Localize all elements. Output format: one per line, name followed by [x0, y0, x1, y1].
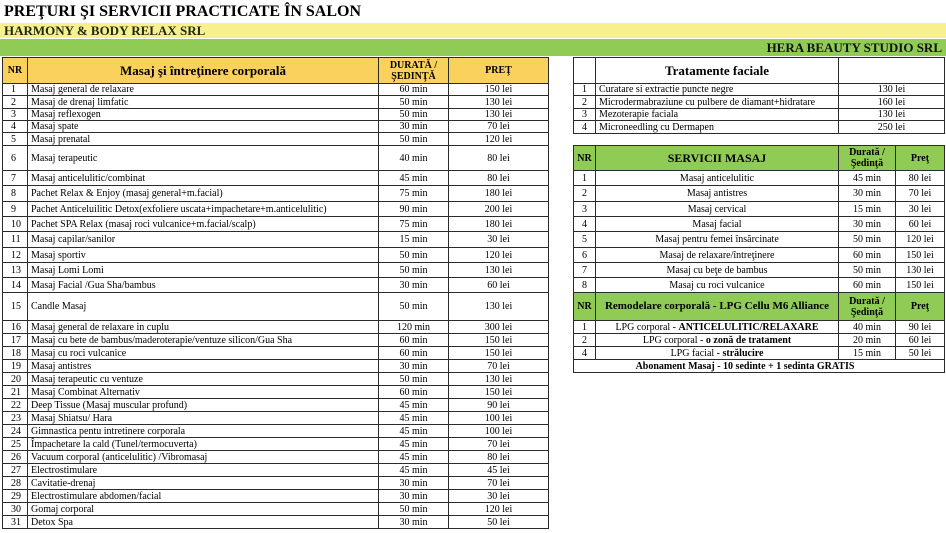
service-price: 130 lei — [449, 96, 549, 109]
row-number: 1 — [574, 171, 596, 186]
lpg-header-duration-line-2: Şedinţă — [850, 306, 884, 318]
treatment-price: 130 lei — [839, 109, 945, 121]
lpg-name-bold: o zonă de tratament — [705, 334, 792, 346]
massage-name: Masaj pentru femei însărcinate — [596, 232, 839, 248]
service-duration: 50 min — [379, 503, 449, 516]
service-name: Masaj terapeutic cu ventuze — [28, 373, 379, 386]
massage-name: Masaj de relaxare/întreţinere — [596, 248, 839, 263]
service-duration: 45 min — [379, 464, 449, 477]
service-duration: 50 min — [379, 109, 449, 121]
service-duration: 40 min — [379, 146, 449, 171]
service-duration: 60 min — [379, 334, 449, 347]
row-number: 8 — [3, 186, 28, 202]
massage-name: Masaj anticelulitic — [596, 171, 839, 186]
row-number: 28 — [3, 477, 28, 490]
service-name: Masaj Lomi Lomi — [28, 263, 379, 278]
table-row — [574, 347, 945, 360]
table-row — [3, 248, 549, 263]
table-row — [3, 121, 549, 133]
table-row — [574, 321, 945, 334]
row-number: 12 — [3, 248, 28, 263]
row-number: 13 — [3, 263, 28, 278]
row-number: 11 — [3, 232, 28, 248]
service-duration: 50 min — [379, 293, 449, 321]
service-price: 180 lei — [449, 186, 549, 202]
table-row — [3, 490, 549, 503]
row-number: 3 — [574, 109, 596, 121]
page-title: PREŢURI ŞI SERVICII PRACTICATE ÎN SALON — [4, 3, 361, 20]
service-name: Pachet SPA Relax (masaj roci vulcanice+m.facial/scalp) — [28, 217, 379, 232]
row-number: 17 — [3, 334, 28, 347]
service-price: 150 lei — [449, 386, 549, 399]
service-price: 45 lei — [449, 464, 549, 477]
header-price-empty — [839, 58, 945, 84]
service-name: Candle Masaj — [28, 293, 379, 321]
service-duration: 90 min — [379, 202, 449, 217]
service-duration: 50 min — [379, 263, 449, 278]
table-row — [574, 109, 945, 121]
row-number: 3 — [574, 202, 596, 217]
service-name: Masaj cu bete de bambus/maderoterapie/ventuze silicon/Gua Sha — [28, 334, 379, 347]
service-price: 50 lei — [449, 516, 549, 529]
service-duration: 60 min — [379, 347, 449, 360]
table-row — [574, 186, 945, 202]
table-row — [3, 347, 549, 360]
service-duration: 45 min — [379, 171, 449, 186]
subscription-row — [574, 360, 945, 373]
header-facial-treatments: Tratamente faciale — [596, 58, 839, 84]
service-price: 100 lei — [449, 412, 549, 425]
service-price: 130 lei — [449, 263, 549, 278]
massage-price: 60 lei — [896, 217, 945, 232]
service-name: Masaj reflexogen — [28, 109, 379, 121]
service-name: Masaj antistres — [28, 360, 379, 373]
service-duration: 30 min — [379, 516, 449, 529]
row-number: 19 — [3, 360, 28, 373]
massage-price: 30 lei — [896, 202, 945, 217]
row-number: 2 — [3, 96, 28, 109]
row-number: 26 — [3, 451, 28, 464]
service-duration: 45 min — [379, 425, 449, 438]
table-row — [3, 84, 549, 96]
row-number: 1 — [574, 321, 596, 334]
service-name: Masaj Combinat Alternativ — [28, 386, 379, 399]
treatment-name: Mezoterapie faciala — [596, 109, 839, 121]
service-name: Împachetare la cald (Tunel/termocuverta) — [28, 438, 379, 451]
service-name: Masaj terapeutic — [28, 146, 379, 171]
table-row — [3, 425, 549, 438]
table-row — [574, 96, 945, 109]
lpg-header-row — [574, 293, 945, 321]
service-price: 80 lei — [449, 146, 549, 171]
massage-duration: 30 min — [839, 186, 896, 202]
massage-duration: 60 min — [839, 278, 896, 293]
service-price: 150 lei — [449, 334, 549, 347]
row-number: 7 — [574, 263, 596, 278]
row-number: 20 — [3, 373, 28, 386]
row-number: 23 — [3, 412, 28, 425]
service-name: Gimnastica pentu intretinere corporala — [28, 425, 379, 438]
table-header-row — [3, 58, 549, 84]
lpg-header-duration — [839, 293, 896, 321]
lpg-price: 90 lei — [896, 321, 945, 334]
row-number: 9 — [3, 202, 28, 217]
header-nr-empty — [574, 58, 596, 84]
table-row — [3, 293, 549, 321]
lpg-header-nr: NR — [574, 293, 596, 321]
table-row — [3, 186, 549, 202]
header-nr: NR — [3, 58, 28, 84]
massage-price: 150 lei — [896, 278, 945, 293]
service-duration: 45 min — [379, 438, 449, 451]
service-price: 130 lei — [449, 293, 549, 321]
service-name: Masaj sportiv — [28, 248, 379, 263]
service-name: Deep Tissue (Masaj muscular profund) — [28, 399, 379, 412]
service-price: 30 lei — [449, 490, 549, 503]
table-row — [3, 278, 549, 293]
massage-price: 80 lei — [896, 171, 945, 186]
service-duration: 45 min — [379, 451, 449, 464]
row-number: 4 — [574, 121, 596, 134]
service-price: 70 lei — [449, 121, 549, 133]
service-name: Gomaj corporal — [28, 503, 379, 516]
massage-duration: 15 min — [839, 202, 896, 217]
table-row — [574, 171, 945, 186]
row-number: 21 — [3, 386, 28, 399]
table-row — [574, 263, 945, 278]
service-duration: 45 min — [379, 412, 449, 425]
treatment-price: 130 lei — [839, 84, 945, 96]
table-row — [3, 96, 549, 109]
massage-price: 70 lei — [896, 186, 945, 202]
treatment-price: 250 lei — [839, 121, 945, 134]
service-price: 300 lei — [449, 321, 549, 334]
massage-name: Masaj cu beţe de bambus — [596, 263, 839, 278]
lpg-header-duration-line-1: Durată / — [849, 295, 885, 307]
header-duration-line-1: DURATĂ / — [389, 59, 438, 71]
row-number: 14 — [3, 278, 28, 293]
table-row — [3, 146, 549, 171]
row-number: 4 — [574, 347, 596, 360]
service-price: 70 lei — [449, 360, 549, 373]
service-name: Electrostimulare — [28, 464, 379, 477]
service-duration: 30 min — [379, 278, 449, 293]
table-header-row — [574, 146, 945, 171]
service-price: 100 lei — [449, 425, 549, 438]
row-number: 24 — [3, 425, 28, 438]
table-row — [574, 248, 945, 263]
table-row — [3, 360, 549, 373]
lpg-price: 50 lei — [896, 347, 945, 360]
table-row — [574, 232, 945, 248]
lpg-price: 60 lei — [896, 334, 945, 347]
treatment-name: Curatare si extractie puncte negre — [596, 84, 839, 96]
service-name: Masaj cu roci vulcanice — [28, 347, 379, 360]
row-number: 7 — [3, 171, 28, 186]
service-name: Masaj general de relaxare in cuplu — [28, 321, 379, 334]
lpg-name-bold: strălucire — [722, 347, 764, 359]
lpg-treatment-name — [596, 334, 839, 347]
massage-services-table — [573, 145, 945, 373]
row-number: 1 — [3, 84, 28, 96]
table-header-row — [574, 58, 945, 84]
header-service-name: Masaj şi întreţinere corporală — [28, 58, 379, 84]
service-name: Masaj Shiatsu/ Hara — [28, 412, 379, 425]
service-duration: 30 min — [379, 360, 449, 373]
header-duration — [379, 58, 449, 84]
table-row — [3, 399, 549, 412]
row-number: 2 — [574, 334, 596, 347]
table-row — [3, 451, 549, 464]
service-duration: 30 min — [379, 477, 449, 490]
table-row — [3, 133, 549, 146]
body-services-table — [2, 57, 549, 529]
lpg-duration: 15 min — [839, 347, 896, 360]
service-duration: 60 min — [379, 84, 449, 96]
row-number: 6 — [574, 248, 596, 263]
header-price: PREŢ — [449, 58, 549, 84]
service-name: Masaj anticelulitic/combinat — [28, 171, 379, 186]
table-row — [574, 202, 945, 217]
service-price: 30 lei — [449, 232, 549, 248]
treatment-name: Microneedling cu Dermapen — [596, 121, 839, 134]
service-duration: 30 min — [379, 121, 449, 133]
row-number: 29 — [3, 490, 28, 503]
row-number: 18 — [3, 347, 28, 360]
service-price: 150 lei — [449, 84, 549, 96]
row-number: 27 — [3, 464, 28, 477]
service-price: 80 lei — [449, 451, 549, 464]
header-nr: NR — [574, 146, 596, 171]
service-duration: 75 min — [379, 186, 449, 202]
header-duration-line-1: Durată / — [849, 147, 885, 158]
lpg-header-name: Remodelare corporală - LPG Cellu M6 Alliance — [596, 293, 839, 321]
company-harmony-banner: HARMONY & BODY RELAX SRL — [0, 23, 946, 38]
row-number: 2 — [574, 186, 596, 202]
table-row — [3, 373, 549, 386]
service-duration: 50 min — [379, 248, 449, 263]
service-price: 180 lei — [449, 217, 549, 232]
table-row — [574, 217, 945, 232]
service-price: 80 lei — [449, 171, 549, 186]
massage-price: 150 lei — [896, 248, 945, 263]
table-row — [574, 84, 945, 96]
massage-price: 120 lei — [896, 232, 945, 248]
service-duration: 60 min — [379, 386, 449, 399]
row-number: 3 — [3, 109, 28, 121]
table-row — [3, 503, 549, 516]
service-name: Detox Spa — [28, 516, 379, 529]
massage-name: Masaj cu roci vulcanice — [596, 278, 839, 293]
subscription-note: Abonament Masaj - 10 sedinte + 1 sedinta GRATIS — [574, 360, 945, 373]
service-name: Cavitatie-drenaj — [28, 477, 379, 490]
row-number: 5 — [3, 133, 28, 146]
row-number: 4 — [3, 121, 28, 133]
table-row — [3, 263, 549, 278]
row-number: 10 — [3, 217, 28, 232]
service-price: 120 lei — [449, 133, 549, 146]
row-number: 4 — [574, 217, 596, 232]
service-duration: 45 min — [379, 399, 449, 412]
massage-duration: 30 min — [839, 217, 896, 232]
row-number: 30 — [3, 503, 28, 516]
service-duration: 75 min — [379, 217, 449, 232]
service-name: Vacuum corporal (anticelulitic) /Vibromasaj — [28, 451, 379, 464]
lpg-name-prefix: LPG corporal - — [642, 334, 706, 346]
service-name: Masaj spate — [28, 121, 379, 133]
table-row — [3, 321, 549, 334]
service-price: 130 lei — [449, 109, 549, 121]
facial-treatments-table — [573, 57, 945, 134]
table-row — [3, 171, 549, 186]
table-row — [3, 202, 549, 217]
service-name: Electrostimulare abdomen/facial — [28, 490, 379, 503]
table-row — [3, 386, 549, 399]
table-row — [574, 278, 945, 293]
table-row — [3, 232, 549, 248]
massage-name: Masaj facial — [596, 217, 839, 232]
service-price: 130 lei — [449, 373, 549, 386]
lpg-header-price: Preţ — [896, 293, 945, 321]
row-number: 1 — [574, 84, 596, 96]
treatment-price: 160 lei — [839, 96, 945, 109]
service-duration: 30 min — [379, 490, 449, 503]
service-duration: 50 min — [379, 133, 449, 146]
table-row — [3, 217, 549, 232]
massage-duration: 60 min — [839, 248, 896, 263]
header-price: Preţ — [896, 146, 945, 171]
service-duration: 120 min — [379, 321, 449, 334]
table-row — [574, 334, 945, 347]
header-massage-services: SERVICII MASAJ — [596, 146, 839, 171]
row-number: 16 — [3, 321, 28, 334]
service-price: 200 lei — [449, 202, 549, 217]
service-name: Pachet Anticeluilitic Detox(exfoliere uscata+impachetare+m.anticelulitic) — [28, 202, 379, 217]
company-hera-banner: HERA BEAUTY STUDIO SRL — [0, 39, 946, 56]
lpg-name-prefix: LPG corporal - — [615, 321, 679, 333]
row-number: 25 — [3, 438, 28, 451]
row-number: 2 — [574, 96, 596, 109]
massage-price: 130 lei — [896, 263, 945, 278]
service-price: 70 lei — [449, 477, 549, 490]
treatment-name: Microdermabraziune cu pulbere de diamant+hidratare — [596, 96, 839, 109]
service-name: Masaj de drenaj limfatic — [28, 96, 379, 109]
service-price: 70 lei — [449, 438, 549, 451]
lpg-name-prefix: LPG facial - — [670, 347, 723, 359]
table-row — [574, 121, 945, 134]
service-name: Masaj prenatal — [28, 133, 379, 146]
header-duration — [839, 146, 896, 171]
service-duration: 50 min — [379, 96, 449, 109]
massage-name: Masaj antistres — [596, 186, 839, 202]
service-name: Pachet Relax & Enjoy (masaj general+m.facial) — [28, 186, 379, 202]
service-duration: 15 min — [379, 232, 449, 248]
table-row — [3, 438, 549, 451]
table-row — [3, 334, 549, 347]
massage-duration: 50 min — [839, 263, 896, 278]
service-price: 150 lei — [449, 347, 549, 360]
table-row — [3, 477, 549, 490]
header-duration-line-2: Şedinţă — [850, 158, 884, 169]
service-price: 120 lei — [449, 503, 549, 516]
service-price: 90 lei — [449, 399, 549, 412]
massage-name: Masaj cervical — [596, 202, 839, 217]
header-duration-line-2: ŞEDINŢĂ — [391, 70, 436, 82]
row-number: 5 — [574, 232, 596, 248]
massage-duration: 50 min — [839, 232, 896, 248]
lpg-duration: 20 min — [839, 334, 896, 347]
lpg-name-bold: ANTICELULITIC/RELAXARE — [678, 321, 819, 333]
lpg-treatment-name — [596, 321, 839, 334]
service-name: Masaj general de relaxare — [28, 84, 379, 96]
row-number: 22 — [3, 399, 28, 412]
table-row — [3, 412, 549, 425]
massage-duration: 45 min — [839, 171, 896, 186]
table-row — [3, 109, 549, 121]
table-row — [3, 464, 549, 477]
lpg-treatment-name — [596, 347, 839, 360]
row-number: 8 — [574, 278, 596, 293]
lpg-duration: 40 min — [839, 321, 896, 334]
table-row — [3, 516, 549, 529]
row-number: 31 — [3, 516, 28, 529]
service-duration: 50 min — [379, 373, 449, 386]
service-price: 60 lei — [449, 278, 549, 293]
row-number: 6 — [3, 146, 28, 171]
service-price: 120 lei — [449, 248, 549, 263]
service-name: Masaj Facial /Gua Sha/bambus — [28, 278, 379, 293]
row-number: 15 — [3, 293, 28, 321]
service-name: Masaj capilar/sanilor — [28, 232, 379, 248]
